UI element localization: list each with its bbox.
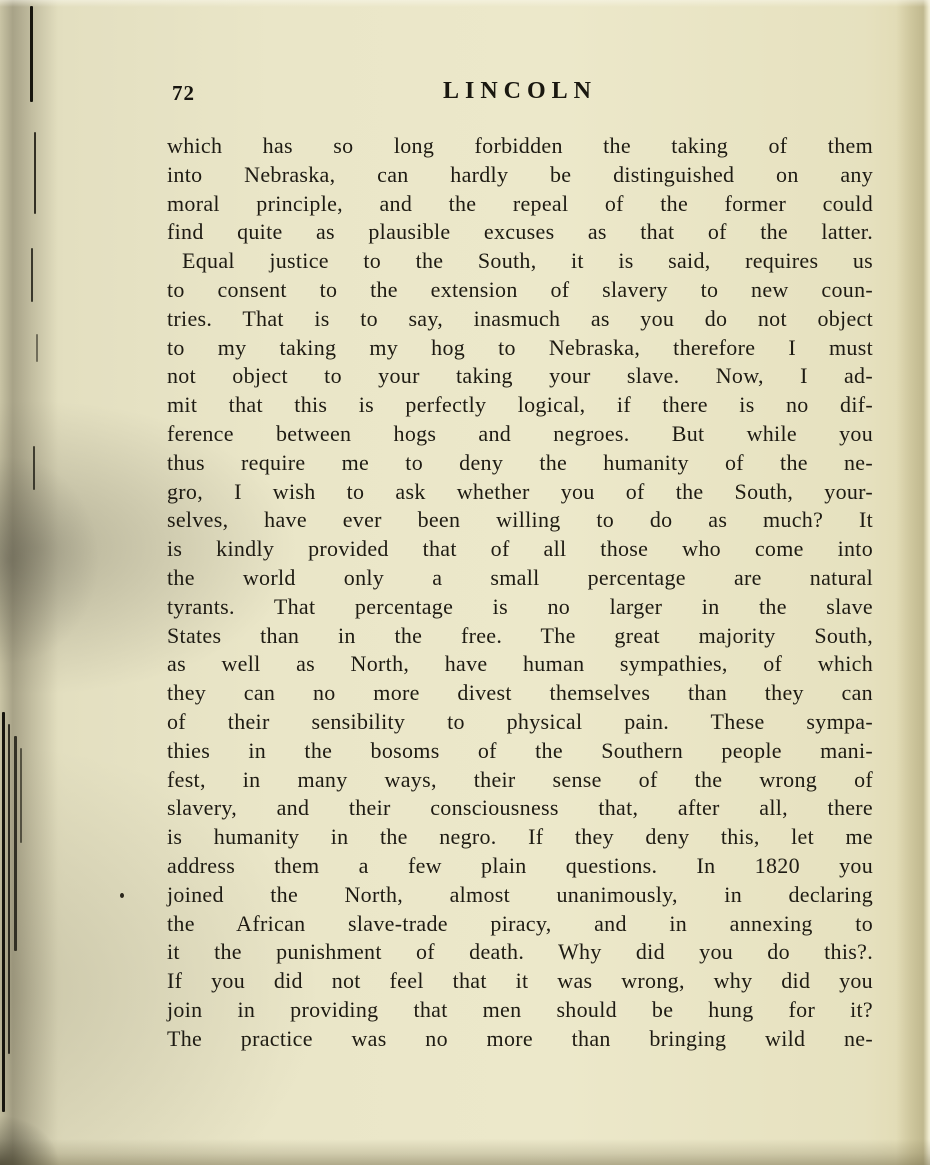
text-line: join in providing that men should be hung for it? (167, 996, 873, 1022)
text-line: is kindly provided that of all those who come into (167, 536, 873, 562)
text-line: the world only a small percentage are natural (167, 564, 873, 590)
page-number: 72 (172, 81, 195, 105)
page-header (168, 76, 872, 108)
text-line: it the punishment of death. Why did you do this?. (167, 939, 873, 965)
scan-shadow-left (0, 455, 100, 665)
running-title: LINCOLN (442, 78, 598, 104)
text-line: find quite as plausible excuses as that of the latter. (167, 219, 873, 245)
text-line: as well as North, have human sympathies, of which (167, 651, 873, 677)
text-line: joined the North, almost unanimously, in declaring (167, 881, 873, 907)
text-line: to my taking my hog to Nebraska, therefore I must (167, 334, 873, 360)
page-edge-bottom (0, 1139, 930, 1165)
binding-mark (2, 712, 5, 1112)
binding-mark (8, 724, 10, 1054)
text-line: which has so long forbidden the taking of them (167, 133, 873, 158)
binding-mark (14, 736, 17, 951)
text-line: gro, I wish to ask whether you of the South, your- (167, 478, 873, 504)
text-line: address them a few plain questions. In 1820 you (167, 852, 873, 878)
text-line: moral principle, and the repeal of the former could (167, 190, 873, 216)
binding-mark (20, 748, 22, 843)
text-line: to consent to the extension of slavery to new coun- (167, 276, 873, 302)
text-line: the African slave-trade piracy, and in annexing to (167, 910, 873, 936)
text-line: fest, in many ways, their sense of the wrong of (167, 766, 873, 792)
text-line: of their sensibility to physical pain. These sympa- (167, 708, 873, 734)
text-line: mit that this is perfectly logical, if there is no dif- (167, 392, 873, 418)
text-line: is humanity in the negro. If they deny this, let me (167, 824, 873, 850)
binding-mark (33, 446, 35, 490)
binding-mark (36, 334, 38, 362)
text-line: tyrants. That percentage is no larger in the slave (167, 593, 873, 619)
text-line: selves, have ever been willing to do as much? It (167, 507, 873, 533)
text-line: not object to your taking your slave. Now, I ad- (167, 363, 873, 389)
text-line: The practice was no more than bringing wild ne- (167, 1025, 873, 1051)
text-line: If you did not feel that it was wrong, why did you (167, 968, 873, 994)
text-line: States than in the free. The great majority South, (167, 622, 873, 648)
text-line: slavery, and their consciousness that, after all, there (167, 795, 873, 821)
page-body (167, 132, 873, 1054)
text-line: tries. That is to say, inasmuch as you do not object (167, 305, 873, 331)
text-line: Equal justice to the South, it is said, requires us (182, 248, 873, 274)
page-edge-right (896, 0, 930, 1165)
ink-speck (120, 893, 124, 898)
text-line: into Nebraska, can hardly be distinguished on any (167, 161, 873, 187)
text-line: they can no more divest themselves than they can (167, 680, 873, 706)
page-edge-top (0, 0, 930, 7)
binding-mark (30, 6, 33, 102)
text-line: thies in the bosoms of the Southern people mani- (167, 737, 873, 763)
page-corner-shadow (0, 1115, 60, 1165)
text-line: ference between hogs and negroes. But while you (167, 420, 873, 446)
binding-mark (34, 132, 36, 214)
binding-mark (31, 248, 33, 302)
text-line: thus require me to deny the humanity of the ne- (167, 449, 873, 475)
